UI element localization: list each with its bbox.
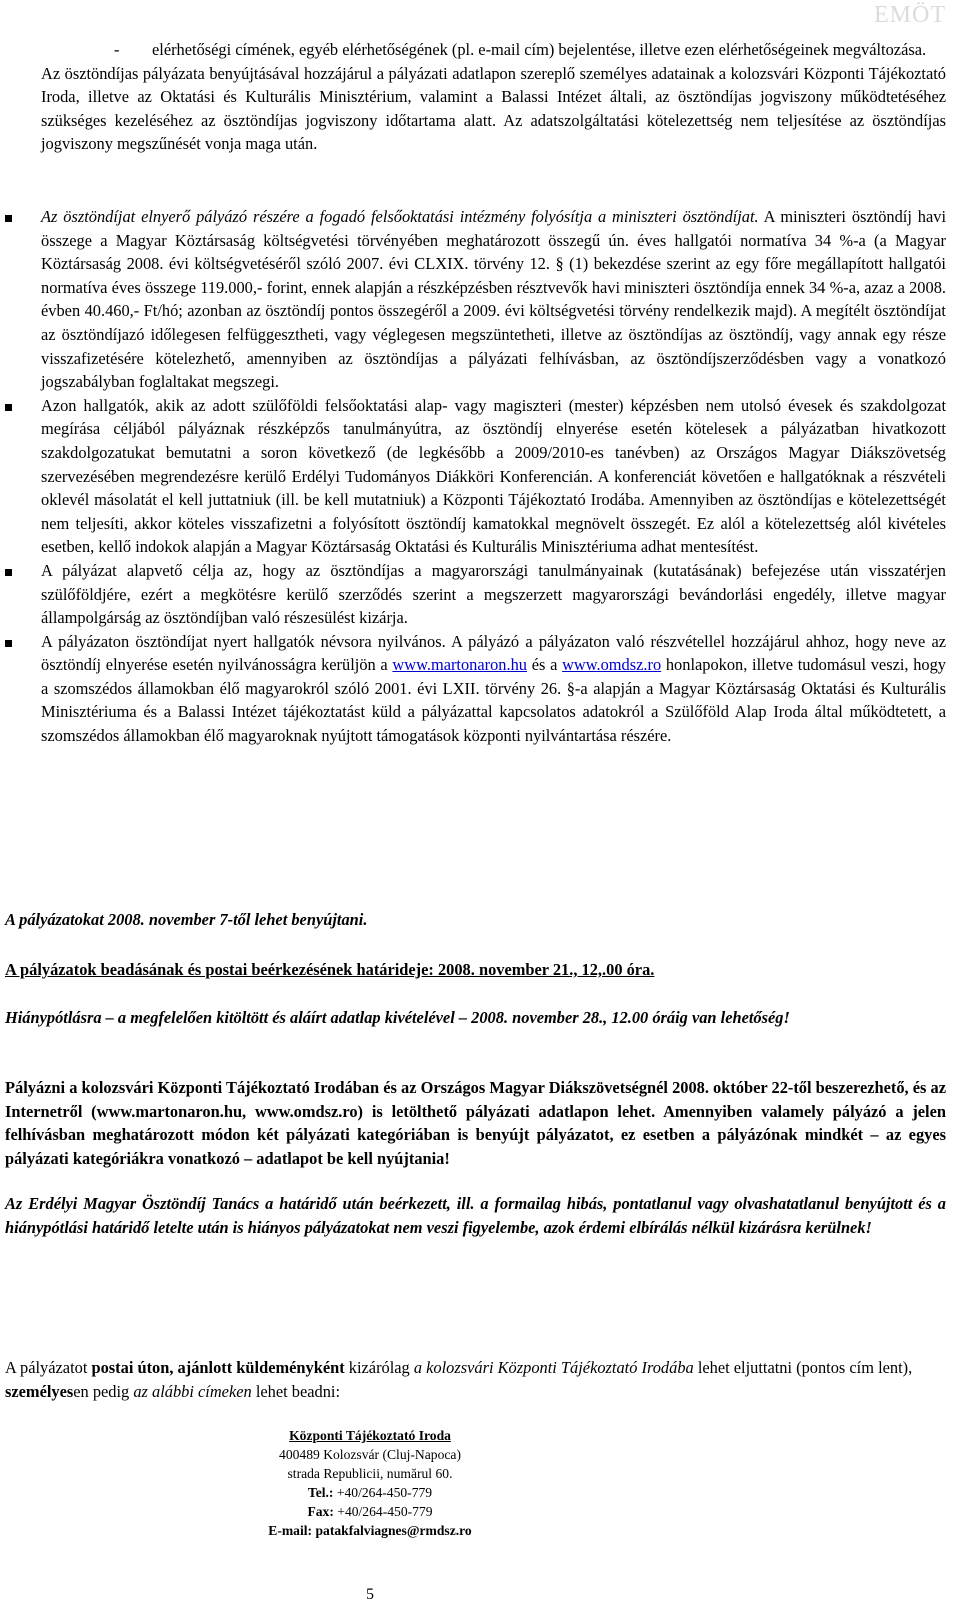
list-item	[0, 205, 946, 394]
list-item-text: A pályázaton ösztöndíjat nyert hallgatók névsora nyilvános. A pályázó a pályázaton való részvétellel hozzájárul ahhoz, hogy neve az ösztöndíj elnyerése esetén nyilvánosságra kerüljön a	[41, 631, 946, 675]
list-item	[0, 630, 946, 748]
notice-start: A pályázatokat 2008. november 7-től lehet benyújtani.	[5, 910, 368, 929]
address-line: strada Republicii, numărul 60.	[287, 1466, 453, 1482]
submission-paragraph: A pályázatot postai úton, ajánlott küldeményként kizárólag a kolozsvári Központi Tájékoztató Irodába lehet eljuttatni (pontos cím lent), személyesen pedig az alábbi címeken lehet beadni:	[5, 1358, 913, 1401]
notice-council: Az Erdélyi Magyar Ösztöndíj Tanács a határidő után beérkezett, ill. a formailag hibás, pontatlanul vagy olvashatatlanul benyújtott és a hiánypótlási határidő letelte után is hiányos pályázatokat nem veszi figyelembe, azok érdemi elbírálás nélkül kizárásra kerülnek!	[5, 1194, 946, 1237]
notice-deadline: A pályázatok beadásának és postai beérkezésének határideje: 2008. november 21., 12,.00 óra.	[5, 960, 655, 979]
list-item-text: A miniszteri ösztöndíj havi összege a Magyar Köztársaság költségvetési törvényében meghatározott összegű ún. éves hallgatói normatíva 34 %-a (a Magyar Köztársaság 2008. évi költségvetéséről szóló 2007. évi CLXIX. törvény 12. § (1) bekezdése szerint az egy főre megállapított hallgatói normatíva éves összege 119.000,- forint, ennek alapján a részképzésben résztvevők havi miniszteri ösztöndíja ennek 34 %-a, azaz a 2008. évben 40.460,- Ft/hó; azonban az ösztöndíj pontos összegéről a 2009. évi költségvetési törvény rendelkezik majd). A megítélt ösztöndíjat az ösztöndíjazó időlegesen felfüggesztheti, vagy véglegesen megszüntetheti, illetve az ösztöndíjas az ösztöndíj, vagy annak egy része visszafizetésére kötelezhető, amennyiben az ösztöndíjas a pályázati felhívásban, az ösztöndíjszerződésben vagy a vonatkozó jogszabályban foglaltakat megszegi.	[41, 207, 946, 392]
list-item-text: honlapokon, illetve tudomásul veszi, hogy a szomszédos államokban élő magyarokról szóló 2001. évi LXII. törvény 26. §-a alapján a Magyar Köztársaság Oktatási és Kulturális Minisztériuma és a Balassi Intézet tájékoztatást küld a pályázattal kapcsolatos adatokról a Szülőföld Alap Iroda által működtetett, a szomszédos államokban élő magyaroknak nyújtott támogatások központi nyilvántartása részére.	[41, 655, 946, 746]
fax-line: Fax: +40/264-450-779	[307, 1504, 433, 1520]
notice-correction: Hiánypótlásra – a megfelelően kitöltött és aláírt adatlap kivételével – 2008. november 28., 12.00 óráig van lehetőség!	[5, 1008, 790, 1027]
office-name: Központi Tájékoztató Iroda	[289, 1428, 451, 1443]
phone-line: Tel.: +40/264-450-779	[307, 1485, 433, 1501]
square-bullet-icon	[5, 640, 12, 647]
square-bullet-icon	[5, 404, 12, 411]
consent-paragraph: Az ösztöndíjas pályázata benyújtásával hozzájárul a pályázati adatlapon szereplő személyes adatainak a kolozsvári Központi Tájékoztató Iroda, illetve az Oktatási és Kulturális Minisztérium, valamint a Balassi Intézet általi, az ösztöndíjas jogviszony működtetéséhez szükséges kezeléséhez az ösztöndíjas jogviszony időtartama alatt. Az adatszolgáltatási kötelezettség nem teljesítése az ösztöndíjas jogviszony megszűnését vonja maga után.	[41, 63, 946, 154]
square-bullet-icon	[5, 215, 12, 222]
list-item-text: A pályázat alapvető célja az, hogy az ösztöndíjas a magyarországi tanulmányainak (kutatásának) befejezése után visszatérjen szülőföldjére, ezért a megkötésre kerülő szerződés szerint a megszerzett magyarországi bevándorlási engedély, illetve magyar állampolgárság az ösztöndíjban való részesülést kizárja.	[41, 560, 946, 628]
bullet-list	[0, 205, 946, 748]
contact-block	[0, 1426, 740, 1541]
list-item-italic: Az ösztöndíjat elnyerő pályázó részére a fogadó felsőoktatási intézmény folyósítja a miniszteri ösztöndíjat.	[41, 207, 759, 226]
list-item	[0, 394, 946, 559]
omdsz-link[interactable]: www.omdsz.ro	[562, 655, 662, 675]
dash-marker: -	[114, 40, 120, 59]
notice-apply: Pályázni a kolozsvári Központi Tájékoztató Irodában és az Országos Magyar Diákszövetségnél 2008. október 22-től beszerezhető, és az Internetről (www.martonaron.hu, www.omdsz.ro) is letölthető pályázati adatlapon lehet. Amennyiben valamely pályázó a jelen felhívásban meghatározott módon két pályázati kategóriában is benyújt pályázatot, ez esetben a pályázónak mindkét – az egyes pályázati kategóriákra vonatkozó – adatlapot be kell nyújtania!	[5, 1078, 946, 1168]
header-watermark: EMÖT	[874, 2, 946, 28]
martonaron-link[interactable]: www.martonaron.hu	[392, 655, 527, 675]
address-line: 400489 Kolozsvár (Cluj-Napoca)	[279, 1447, 461, 1463]
list-item-text: Azon hallgatók, akik az adott szülőföldi felsőoktatási alap- vagy magiszteri (mester) képzésben nem utolsó évesek és szakdolgozat megírása céljából pályáznak részképzős tanulmányútra, az ösztöndíj elnyerése esetén kötelesek a pályázatban hivatkozott szakdolgozatukat bemutatni a soron következő (de legkésőbb a 2009/2010-es tanévben) az Országos Magyar Diákszövetség szervezésében megrendezésre kerülő Erdélyi Tudományos Diákköri Konferencián. A konferenciát követően e hallgatóknak a részvételi oklevél másolatát el kell juttatniuk (ill. be kell mutatniuk) a Központi Tájékoztató Irodába. Amennyiben az ösztöndíjas e kötelezettségét nem teljesíti, akkor köteles visszafizetni a folyósított ösztöndíj kamatokkal megnövelt összegét. Ez alól a kötelezettség alól kivételes esetben, kellő indokok alapján a Magyar Köztársaság Oktatási és Kulturális Minisztériuma adhat mentesítést.	[41, 395, 946, 557]
dash-item-text: elérhetőségi címének, egyéb elérhetőségének (pl. e-mail cím) bejelentése, illetve ezen elérhetőségeinek megváltozása.	[152, 40, 927, 59]
email-line: E-mail: patakfalviagnes@rmdsz.ro	[268, 1523, 472, 1539]
top-section	[0, 38, 946, 156]
page-number: 5	[366, 1586, 374, 1603]
dash-list-item	[0, 38, 946, 62]
list-item	[0, 559, 946, 630]
list-item-text: és a	[527, 655, 563, 675]
square-bullet-icon	[5, 569, 12, 576]
